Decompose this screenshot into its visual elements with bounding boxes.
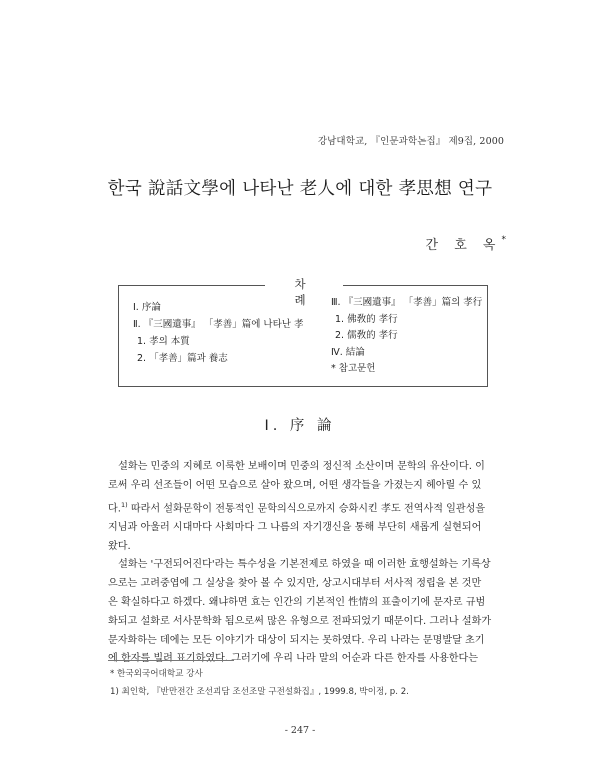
author-name: 간 호 옥 (425, 238, 502, 253)
body-line-part: 다. (108, 502, 121, 514)
toc-item: Ⅱ. 『三國遺事』 「孝善」篇에 나타난 孝 (133, 319, 304, 330)
footnote: * 한국외국어대학교 강사 (110, 669, 203, 679)
toc-item: 2. 「孝善」篇과 養志 (137, 353, 228, 364)
toc-right-column (331, 295, 482, 378)
toc-left-column (133, 299, 303, 367)
body-line: 화되고 설화로 서사문학화 됨으로써 많은 유형으로 전파되었기 때문이다. 그러나 설화가 (108, 615, 492, 627)
paper-title: 한국 說話文學에 나타난 老人에 대한 孝思想 연구 (107, 179, 493, 199)
footnote: 1) 최인학, 『반만전간 조선괴담 조선조말 구전설화집』, 1999.8, 박이정, p. 2. (110, 687, 409, 697)
table-of-contents (118, 277, 488, 387)
body-line (108, 496, 508, 519)
toc-item: * 참고문헌 (331, 363, 376, 374)
footnote-divider (108, 660, 234, 661)
running-head: 강남대학교, 『인문과학논집』 제9집, 2000 (317, 136, 504, 147)
toc-item: 2. 儒敎的 孝行 (335, 330, 398, 341)
toc-item: Ⅲ. 『三國遺事』 「孝善」篇의 孝行 (331, 297, 483, 308)
body-line: 설화는 민중의 지혜로 이룩한 보배이며 민중의 정신적 소산이며 문학의 유산이다. 이 (108, 461, 485, 472)
toc-item: 1. 孝의 本質 (137, 336, 190, 347)
author (426, 234, 506, 253)
section-heading: Ⅰ. 序 論 (264, 418, 336, 434)
footnote-ref: 1) (120, 500, 128, 509)
toc-item: Ⅰ. 序論 (133, 302, 161, 313)
body-text (108, 458, 508, 669)
toc-label: 차 례 (265, 276, 343, 308)
page-number: - 247 - (284, 725, 316, 736)
author-footnote-mark: * (501, 234, 506, 245)
body-line: 지님과 아울러 시대마다 사회마다 그 나름의 자기갱신을 통해 부단히 새롭게 실현되어 (108, 521, 482, 533)
body-line-part: 따라서 설화문학이 전통적인 문학의식으로까지 승화시킨 孝도 전역사적 일관성을 (127, 502, 486, 514)
body-line: 에 한자를 빌려 표기하였다. 그러기에 우리 나라 말의 어순과 다른 한자를 사용한다는 (108, 653, 479, 665)
body-line: 설화는 '구전되어진다'라는 특수성을 기본전제로 하였을 때 이러한 효행설화는 기록상 (108, 559, 491, 571)
body-line: 으로는 고려중엽에 그 실상을 찾아 볼 수 있지만, 상고시대부터 서사적 정립을 본 것만 (108, 578, 482, 590)
body-line: 로써 우리 선조들이 어떤 모습으로 살아 왔으며, 어떤 생각들을 가졌는지 헤아릴 수 있 (108, 479, 482, 491)
body-line: 은 확실하다고 하겠다. 왜냐하면 효는 인간의 기본적인 性情의 표출이기에 문자로 규범 (108, 596, 486, 608)
toc-item: Ⅳ. 結論 (331, 346, 365, 358)
body-line: 문자화하는 데에는 모든 이야기가 대상이 되지는 못하였다. 우리 나라는 문명발달 초기 (108, 634, 485, 646)
toc-item: 1. 佛敎的 孝行 (335, 313, 398, 325)
body-line: 왔다. (108, 540, 131, 552)
